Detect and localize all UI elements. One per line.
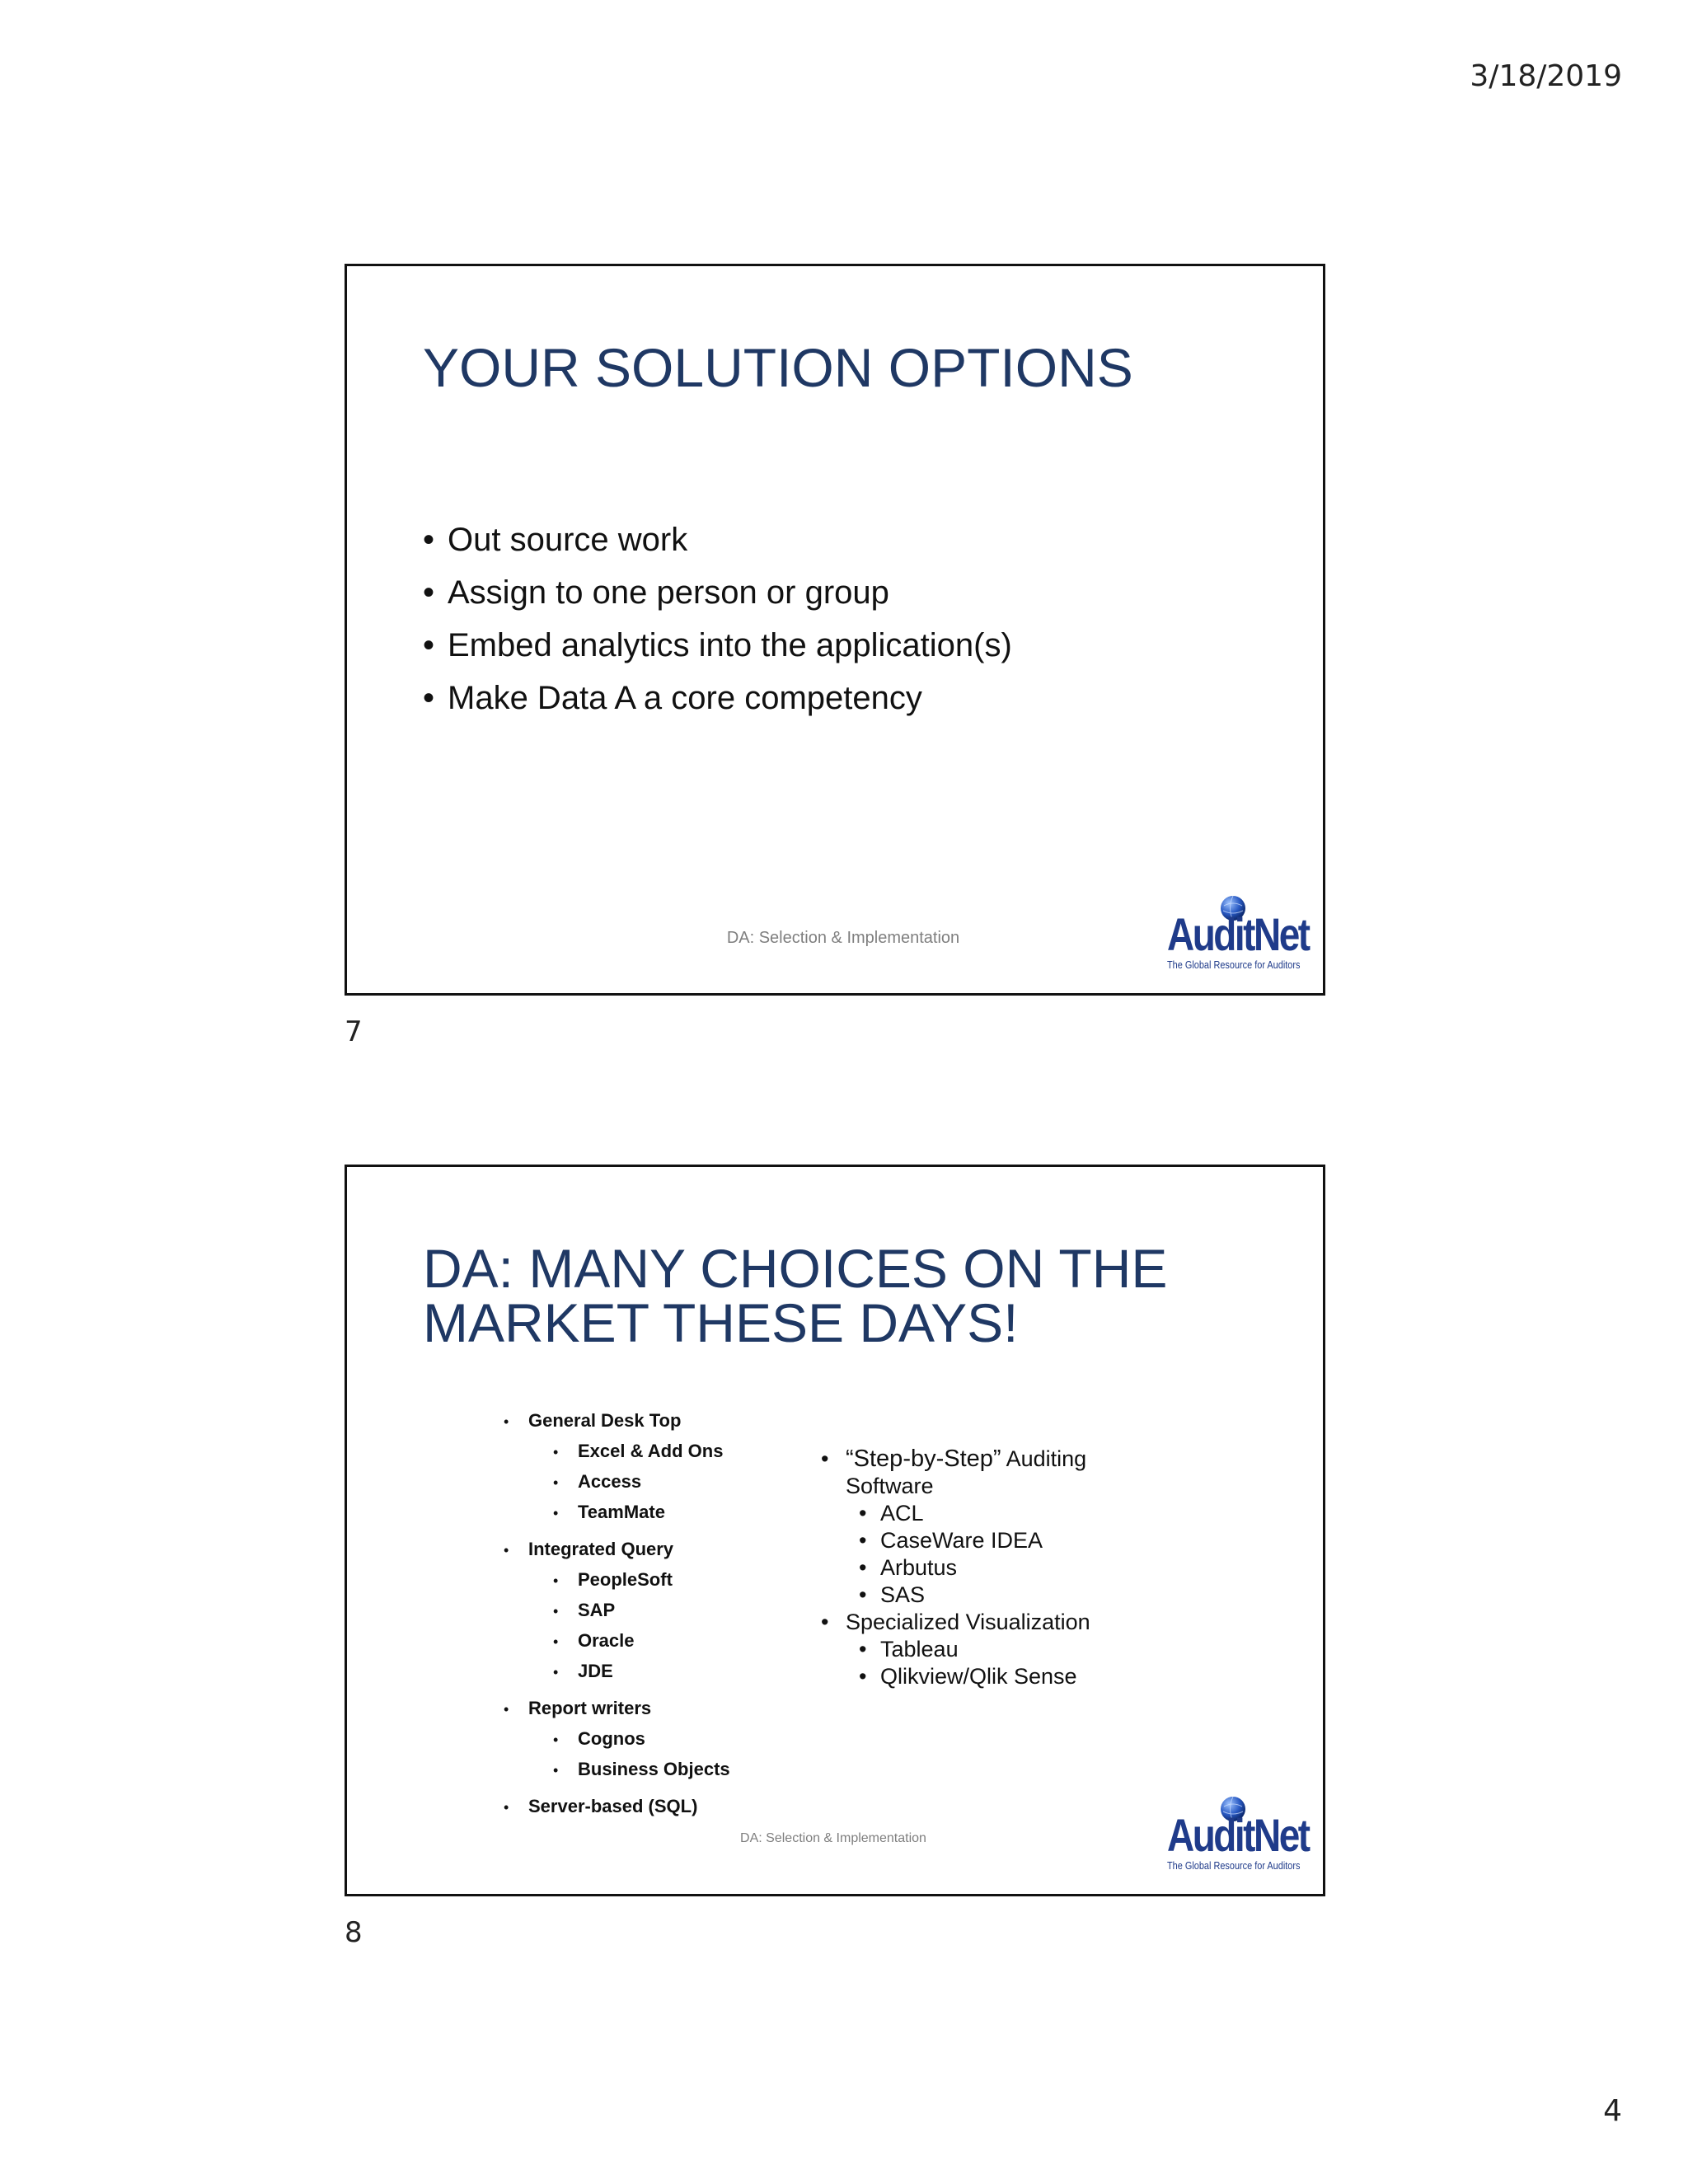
sub-list	[504, 1436, 730, 1528]
auditnet-logo	[1167, 1795, 1311, 1874]
sub-item: • CaseWare IDEA	[859, 1527, 1090, 1554]
list-item	[821, 1609, 1090, 1690]
logo-wordmark: AuditNet	[1167, 908, 1309, 960]
sub-item: • Qlikview/Qlik Sense	[859, 1663, 1090, 1690]
bullet-item: • Out source work	[423, 513, 1012, 566]
list-item-label: General Desk Top	[528, 1410, 682, 1431]
logo-wordmark: AuditNet	[1167, 1809, 1309, 1861]
bullet-item: • Embed analytics into the application(s)	[423, 619, 1012, 672]
slide-title-line: MARKET THESE DAYS!	[423, 1292, 1019, 1353]
sub-item: • Tableau	[859, 1636, 1090, 1663]
slide-footer-text: DA: Selection & Implementation	[740, 1831, 926, 1845]
sub-item: • Excel & Add Ons	[553, 1436, 730, 1467]
slide-footer-text: DA: Selection & Implementation	[726, 929, 960, 947]
sub-list	[821, 1636, 1090, 1690]
list-item-label-cont: Software	[846, 1474, 934, 1498]
sub-list	[821, 1500, 1090, 1609]
sub-list	[504, 1724, 730, 1785]
sub-item: • JDE	[553, 1657, 730, 1687]
sub-item: • Arbutus	[859, 1554, 1090, 1582]
list-item-label: Server-based (SQL)	[528, 1796, 698, 1816]
sub-item: • Access	[553, 1467, 730, 1497]
slide-title-line: DA: MANY CHOICES ON THE	[423, 1238, 1168, 1299]
bullet-item: • Assign to one person or group	[423, 566, 1012, 619]
list-item-label-rest: Auditing	[1001, 1446, 1087, 1471]
left-column-list	[504, 1406, 730, 1822]
logo-tagline: The Global Resource for Auditors	[1167, 1859, 1301, 1872]
page-number: 4	[1603, 2094, 1622, 2128]
page-date: 3/18/2019	[1470, 59, 1622, 93]
list-item	[504, 1406, 730, 1528]
sub-item: • SAS	[859, 1582, 1090, 1609]
sub-item: • Cognos	[553, 1724, 730, 1755]
list-item	[821, 1446, 1090, 1609]
list-item	[504, 1694, 730, 1785]
sub-item: • SAP	[553, 1596, 730, 1626]
list-item-label: Report writers	[528, 1698, 652, 1718]
slide-index: 8	[345, 1916, 363, 1949]
sub-item: • Oracle	[553, 1626, 730, 1657]
list-item-label-lead: “Step-by-Step”	[846, 1446, 1001, 1472]
slide-7	[345, 264, 1325, 996]
list-item	[504, 1535, 730, 1687]
list-item-label: Specialized Visualization	[846, 1610, 1090, 1634]
sub-item: • PeopleSoft	[553, 1565, 730, 1596]
list-item	[504, 1792, 730, 1822]
logo-tagline: The Global Resource for Auditors	[1167, 958, 1301, 971]
slide-index: 7	[345, 1015, 363, 1048]
sub-list	[504, 1565, 730, 1687]
sub-item: • ACL	[859, 1500, 1090, 1527]
sub-item: • TeamMate	[553, 1497, 730, 1528]
slide-title: YOUR SOLUTION OPTIONS	[423, 337, 1133, 398]
list-item-label: Integrated Query	[528, 1539, 674, 1559]
slide-8	[345, 1165, 1325, 1896]
bullet-item: • Make Data A a core competency	[423, 672, 1012, 724]
right-column-list	[821, 1446, 1090, 1690]
slide-title	[423, 1238, 1168, 1353]
bullet-list	[423, 513, 1012, 724]
sub-item: • Business Objects	[553, 1755, 730, 1785]
auditnet-logo	[1167, 894, 1311, 973]
